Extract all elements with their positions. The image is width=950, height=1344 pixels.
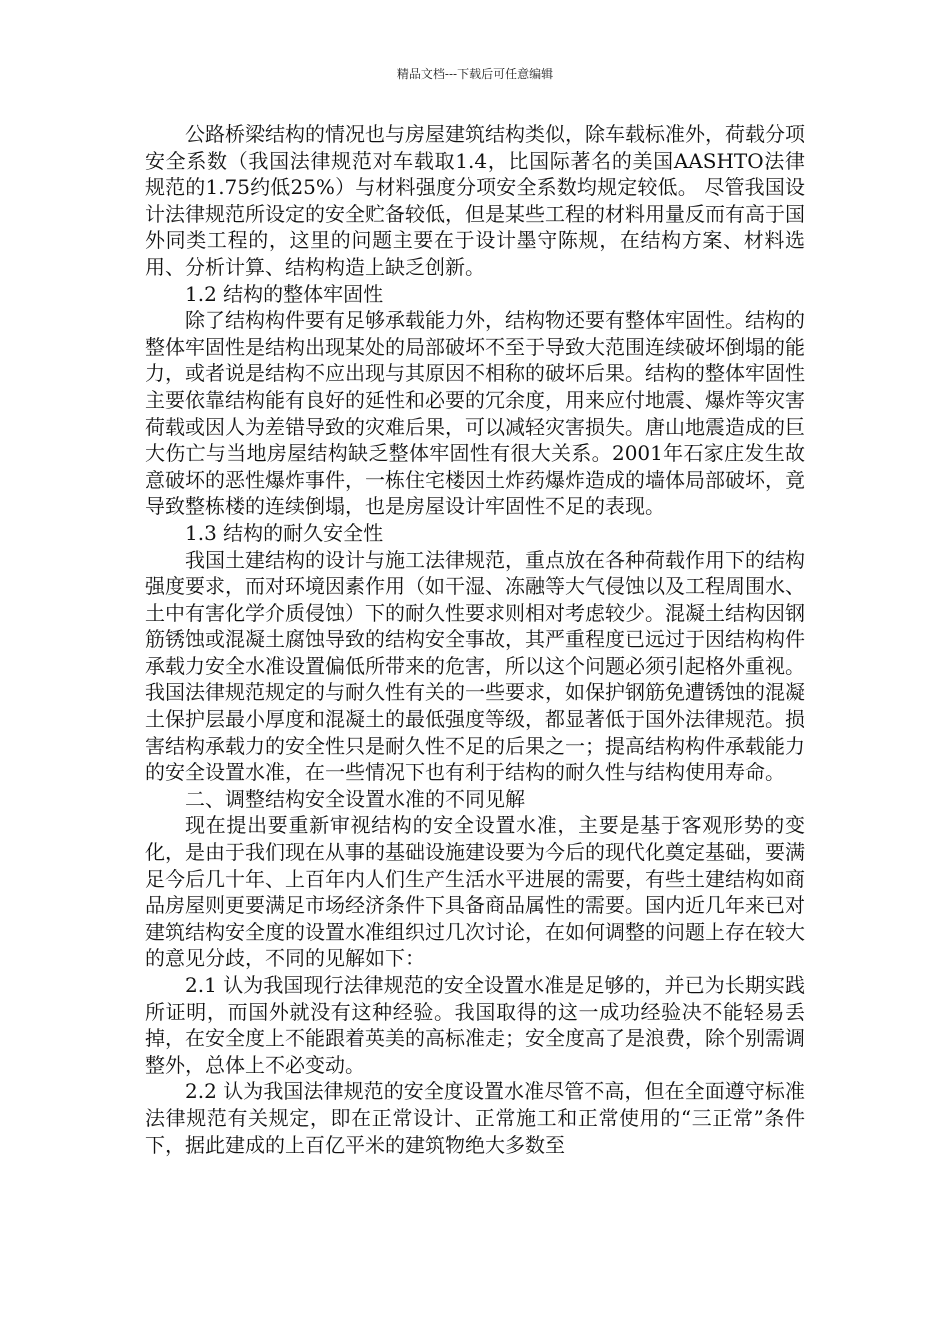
paragraph-view-2-1: 2.1 认为我国现行法律规范的安全设置水准是足够的，并已为长期实践所证明，而国外就没有这种经验。我国取得的这一成功经验决不能轻易丢掉，在安全度上不能跟着英美的高标准走；安全度高了是浪费，除个别需调整外，总体上不必变动。 <box>145 973 805 1077</box>
paragraph-bridge-safety-factors: 公路桥梁结构的情况也与房屋建筑结构类似，除车载标准外，荷载分项安全系数（我国法律规范对车载取1.4，比国际著名的美国AASHTO法律规范的1.75约低25%）与材料强度分项安全系数均规定较低。 尽管我国设计法律规范所设定的安全贮备较低，但是某些工程的材料用量反而有高于国外同类工程的，这里的问题主要在于设计墨守陈规，在结构方案、材料选用、分析计算、结构构造上缺乏创新。 <box>145 122 805 279</box>
paragraph-structural-integrity: 除了结构构件要有足够承载能力外，结构物还要有整体牢固性。结构的整体牢固性是结构出现某处的局部破坏不至于导致大范围连续破坏倒塌的能力，或者说是结构不应出现与其原因不相称的破坏后果。结构的整体牢固性主要依靠结构能有良好的延性和必要的冗余度，用来应付地震、爆炸等灾害荷载或因人为差错导致的灾难后果，可以减轻灾害损失。唐山地震造成的巨大伤亡与当地房屋结构缺乏整体牢固性有很大关系。2001年石家庄发生故意破坏的恶性爆炸事件，一栋住宅楼因土炸药爆炸造成的墙体局部破坏，竟导致整栋楼的连续倒塌，也是房屋设计牢固性不足的表现。 <box>145 308 805 519</box>
page-header: 精品文档---下载后可任意编辑 <box>396 67 554 81</box>
section-heading-1-3: 1.3 结构的耐久安全性 <box>185 520 384 545</box>
paragraph-view-2-2: 2.2 认为我国法律规范的安全度设置水准尽管不高，但在全面遵守标准法律规范有关规定，即在正常设计、正常施工和正常使用的“三正常”条件下，据此建成的上百亿平米的建筑物绝大多数至 <box>145 1079 805 1157</box>
document-body <box>145 121 805 1158</box>
section-heading-2: 二、调整结构安全设置水准的不同见解 <box>185 786 525 811</box>
paragraph-differing-views-intro: 现在提出要重新审视结构的安全设置水准，主要是基于客观形势的变化，是由于我们现在从事的基础设施建设要为今后的现代化奠定基础，要满足今后几十年、上百年内人们生产生活水平进展的需要，有些土建结构如商品房屋则更要满足市场经济条件下具备商品属性的需要。国内近几年来已对建筑结构安全度的设置水准组织过几次讨论，在如何调整的问题上存在较大的意见分歧，不同的见解如下： <box>145 813 805 971</box>
section-heading-1-2: 1.2 结构的整体牢固性 <box>185 281 384 306</box>
paragraph-durability-safety: 我国土建结构的设计与施工法律规范，重点放在各种荷载作用下的结构强度要求，而对环境因素作用（如干湿、冻融等大气侵蚀以及工程周围水、土中有害化学介质侵蚀）下的耐久性要求则相对考虑较少。混凝土结构因钢筋锈蚀或混凝土腐蚀导致的结构安全事故，其严重程度已远过于因结构构件承载力安全水准设置偏低所带来的危害，所以这个问题必须引起格外重视。我国法律规范规定的与耐久性有关的一些要求，如保护钢筋免遭锈蚀的混凝土保护层最小厚度和混凝土的最低强度等级，都显著低于国外法律规范。损害结构承载力的安全性只是耐久性不足的后果之一；提高结构构件承载能力的安全设置水准，在一些情况下也有利于结构的耐久性与结构使用寿命。 <box>145 547 805 785</box>
